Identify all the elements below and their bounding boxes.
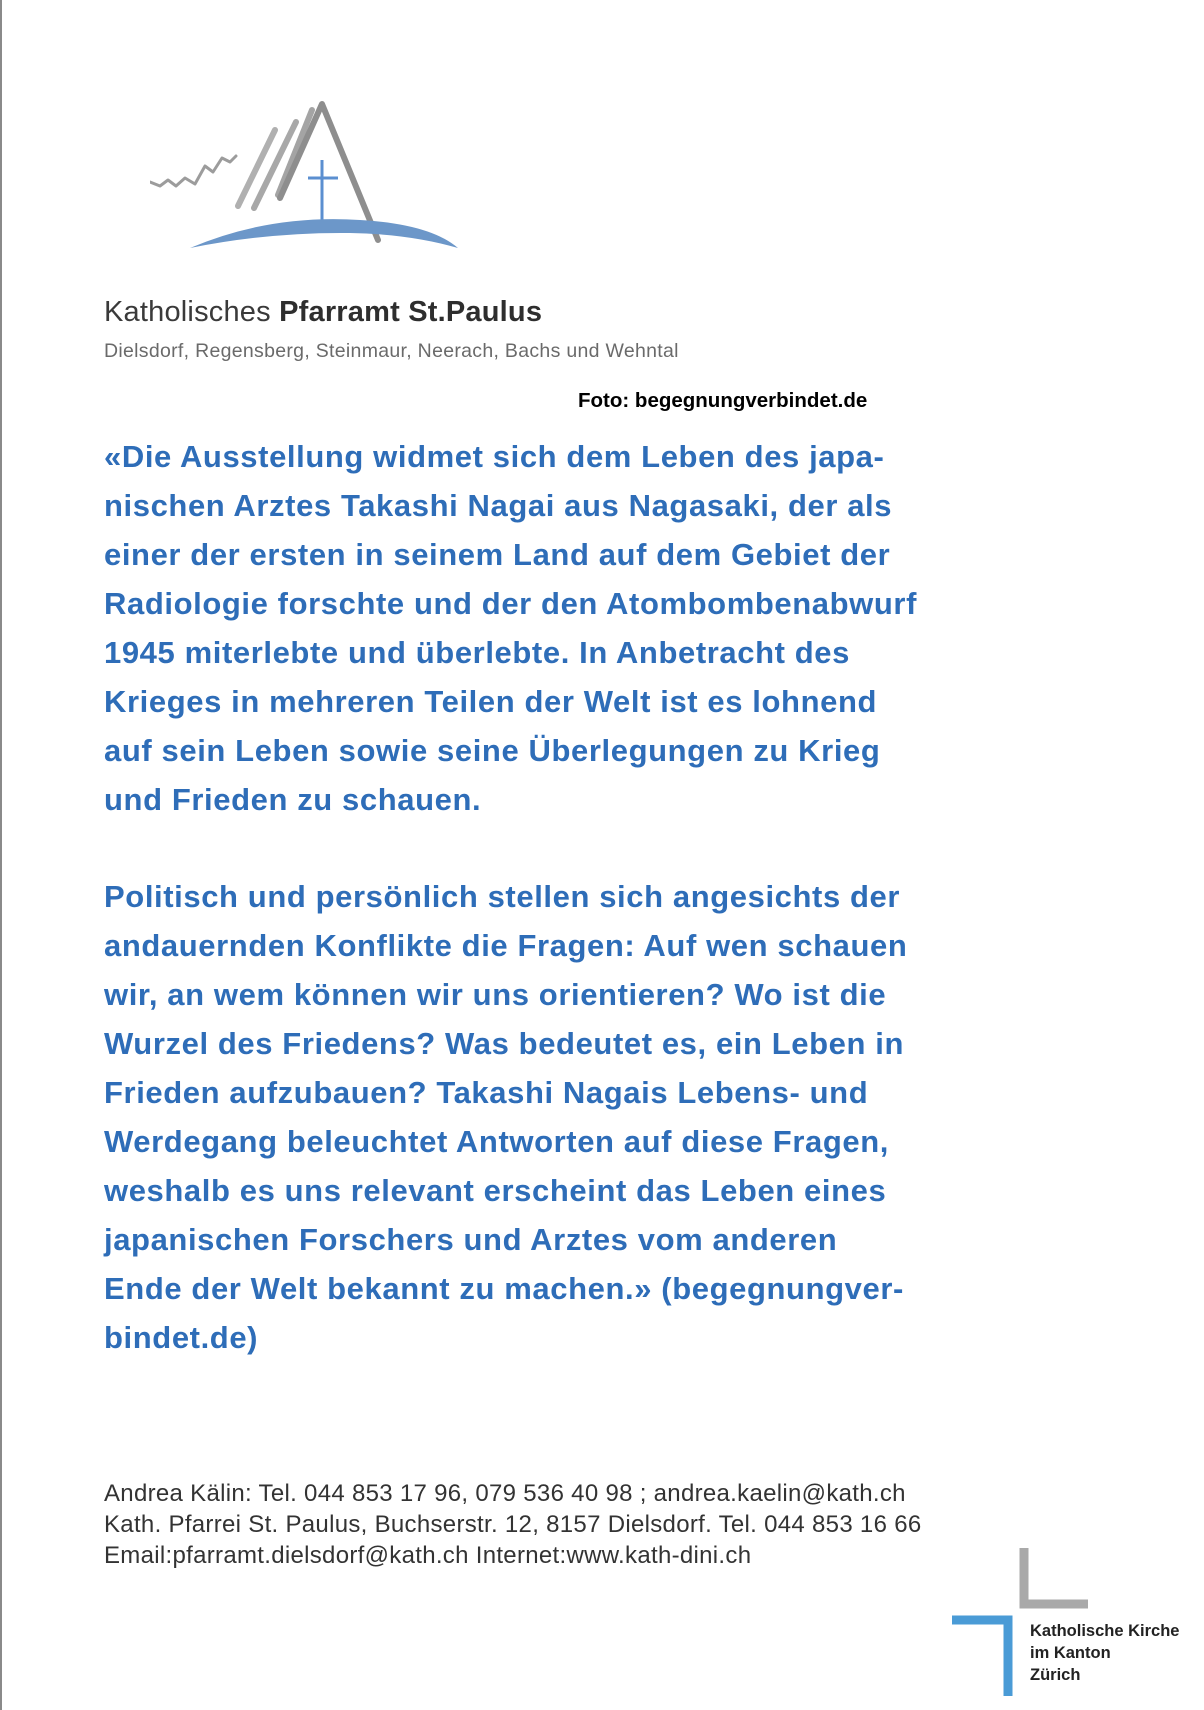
quote-line: wir, an wem können wir uns orientieren? Wo ist die [104,977,887,1012]
quote-line: «Die Ausstellung widmet sich dem Leben des japa- [104,439,885,474]
org-subtitle: Dielsdorf, Regensberg, Steinmaur, Neerach, Bachs und Wehntal [104,340,679,362]
quote-line: 1945 miterlebte und überlebte. In Anbetracht des [104,635,850,670]
quote-paragraph-2 [104,872,1104,1362]
kanton-text-line: im Kanton [1030,1644,1111,1662]
mountain-church-cross-icon [150,100,510,275]
quote-line: auf sein Leben sowie seine Überlegungen zu Krieg [104,733,881,768]
kanton-logo-text [1030,1620,1179,1686]
quote-line: Ende der Welt bekannt zu machen.» (begegnungver- [104,1271,904,1306]
quote-line: japanischen Forschers und Arztes vom anderen [104,1222,838,1257]
quote-line: nischen Arztes Takashi Nagai aus Nagasaki, der als [104,488,893,523]
quote-line: und Frieden zu schauen. [104,782,482,817]
quote-line: Werdegang beleuchtet Antworten auf diese Fragen, [104,1124,889,1159]
contact-line-person: Andrea Kälin: Tel. 044 853 17 96, 079 536 40 98 ; andrea.kaelin@kath.ch [104,1480,906,1507]
org-name-prefix: Katholisches [104,296,271,328]
quote-paragraph-1 [104,432,1104,824]
photo-credit: Foto: begegnungverbindet.de [578,389,868,412]
org-name [104,296,542,329]
quote-line: Krieges in mehreren Teilen der Welt ist es lohnend [104,684,878,719]
contact-block [104,1478,922,1571]
contact-line-web: Email:pfarramt.dielsdorf@kath.ch Internet:www.kath-dini.ch [104,1542,752,1569]
quote-line: bindet.de) [104,1320,259,1355]
quote-line: Radiologie forschte und der den Atombombenabwurf [104,586,918,621]
org-name-main: Pfarramt St.Paulus [279,296,543,328]
page-edge [0,0,2,1710]
quote-line: einer der ersten in seinem Land auf dem Gebiet der [104,537,891,572]
kanton-text-line: Zürich [1030,1666,1081,1684]
contact-line-parish: Kath. Pfarrei St. Paulus, Buchserstr. 12, 8157 Dielsdorf. Tel. 044 853 16 66 [104,1511,922,1538]
quote-line: Politisch und persönlich stellen sich angesichts der [104,879,901,914]
kanton-text-line: Katholische Kirche [1030,1622,1180,1640]
quote-line: Wurzel des Friedens? Was bedeutet es, ein Leben in [104,1026,905,1061]
quote-line: weshalb es uns relevant erscheint das Leben eines [104,1173,887,1208]
quote-line: Frieden aufzubauen? Takashi Nagais Lebens- und [104,1075,869,1110]
quote-line: andauernden Konflikte die Fragen: Auf wen schauen [104,928,908,963]
